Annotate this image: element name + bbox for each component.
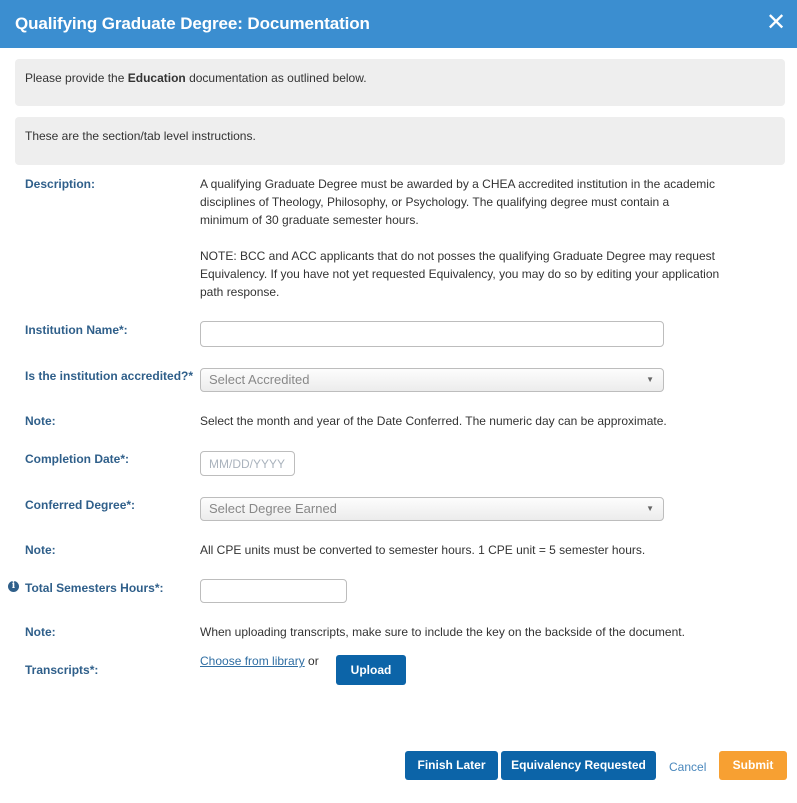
intro-prefix: Please provide the: [25, 71, 128, 85]
equivalency-requested-button[interactable]: Equivalency Requested: [501, 751, 656, 780]
transcripts-label: Transcripts*:: [25, 663, 99, 677]
instructions-box: [15, 117, 785, 165]
note-label: Note:: [25, 543, 56, 557]
submit-button[interactable]: Submit: [719, 751, 787, 780]
caret-down-icon: ▼: [646, 375, 654, 384]
conferred-degree-label: Conferred Degree*:: [25, 498, 136, 512]
intro-text: [25, 71, 367, 85]
intro-suffix: documentation as outlined below.: [185, 71, 367, 85]
semester-hours-label: Total Semesters Hours*:: [25, 581, 164, 595]
instructions-text: These are the section/tab level instructions.: [25, 129, 256, 143]
finish-later-button[interactable]: Finish Later: [405, 751, 498, 780]
note-text: All CPE units must be converted to semester hours. 1 CPE unit = 5 semester hours.: [200, 543, 646, 557]
note-label: Note:: [25, 625, 56, 639]
institution-name-label: Institution Name*:: [25, 323, 128, 337]
dialog-title: Qualifying Graduate Degree: Documentation: [15, 14, 370, 33]
caret-down-icon: ▼: [646, 504, 654, 513]
description-label: Description:: [25, 177, 96, 191]
note-text: Select the month and year of the Date Conferred. The numeric day can be approximate.: [200, 414, 667, 428]
accredited-selected-value: Select Accredited: [209, 372, 310, 387]
accredited-select[interactable]: [200, 368, 664, 392]
description-line: path response.: [200, 285, 280, 299]
description-line: Equivalency. If you have not yet requested Equivalency, you may do so by editing your application: [200, 267, 720, 281]
description-line: disciplines of Theology, Philosophy, or Psychology. The qualifying degree must contain a: [200, 195, 670, 209]
institution-name-input[interactable]: [200, 321, 664, 347]
semester-hours-input[interactable]: [200, 579, 347, 603]
cancel-button[interactable]: Cancel: [669, 760, 707, 774]
description-line: A qualifying Graduate Degree must be awarded by a CHEA accredited institution in the academic: [200, 177, 715, 191]
info-icon[interactable]: i: [8, 581, 19, 592]
description-text: [200, 175, 760, 301]
upload-button[interactable]: Upload: [336, 655, 406, 685]
conferred-degree-select[interactable]: [200, 497, 664, 521]
description-line: NOTE: BCC and ACC applicants that do not posses the qualifying Graduate Degree may request: [200, 249, 715, 263]
description-line: minimum of 30 graduate semester hours.: [200, 213, 419, 227]
note-text: When uploading transcripts, make sure to include the key on the backside of the document.: [200, 625, 685, 639]
completion-date-input[interactable]: [200, 451, 295, 476]
intro-bold: Education: [127, 71, 186, 85]
dialog-header: [0, 0, 797, 48]
intro-box: [15, 59, 785, 106]
completion-date-label: Completion Date*:: [25, 452, 130, 466]
close-icon[interactable]: ✕: [765, 9, 787, 36]
choose-from-library-link[interactable]: Choose from library: [200, 654, 305, 668]
note-label: Note:: [25, 414, 56, 428]
accredited-label: Is the institution accredited?*: [25, 369, 194, 383]
or-text: or: [308, 654, 319, 668]
conferred-degree-selected-value: Select Degree Earned: [209, 501, 337, 516]
transcripts-choose: [200, 652, 319, 670]
